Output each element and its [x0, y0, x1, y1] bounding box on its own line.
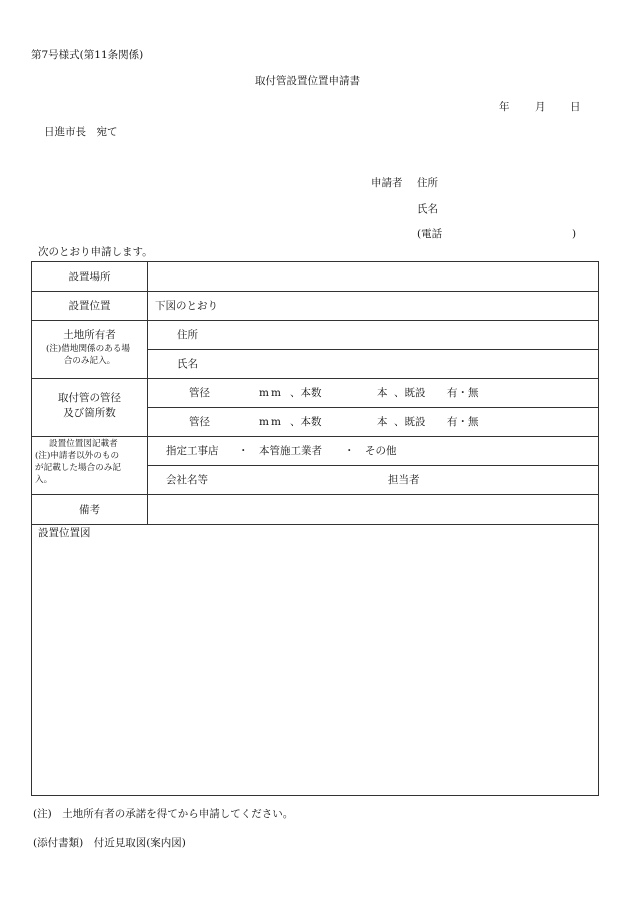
form-number: 第7号様式(第11条関係)	[31, 49, 144, 61]
pipe-row2-choice: 有・無	[447, 416, 479, 428]
row-divider	[32, 320, 598, 321]
applicant-phone-open: (電話	[417, 228, 443, 240]
location-label: 設置場所	[68, 271, 111, 283]
applicant-name-label: 氏名	[417, 203, 438, 215]
row-divider	[32, 291, 598, 292]
recorder-label-line3: が記載した場合のみ記	[35, 463, 121, 473]
recorder-label-line1: 設置位置図記載者	[49, 439, 118, 449]
date-day: 日	[570, 101, 581, 113]
row-divider	[147, 349, 598, 350]
pipe-label-line1: 取付管の管径	[58, 392, 121, 404]
recorder-option-other: その他	[365, 445, 397, 457]
row-divider	[32, 436, 598, 437]
recorder-option-separator: ・	[238, 445, 249, 457]
date-month: 月	[535, 101, 546, 113]
recorder-option-contractor: 指定工事店	[166, 445, 219, 457]
page-title: 取付管設置位置申請書	[255, 75, 360, 87]
owner-note-line2: 合のみ記入。	[63, 356, 116, 366]
row-divider	[32, 494, 598, 495]
position-value: 下図のとおり	[155, 300, 218, 312]
owner-address-label: 住所	[177, 329, 198, 341]
row-divider	[32, 378, 598, 379]
row-divider	[147, 465, 598, 466]
pipe-row2-diameter: 管径	[189, 416, 210, 428]
date-year: 年	[499, 101, 510, 113]
pipe-row1-choice: 有・無	[447, 387, 479, 399]
recorder-label-line4: 入。	[35, 475, 53, 485]
applicant-label: 申請者	[371, 177, 403, 189]
remarks-label: 備考	[79, 504, 100, 516]
pipe-label-line2: 及び箇所数	[63, 407, 116, 419]
pipe-row2-count-unit: 本	[377, 416, 388, 428]
recorder-option-separator: ・	[344, 445, 355, 457]
pipe-row1-count-unit: 本	[377, 387, 388, 399]
pipe-row1-unit: mm	[259, 387, 283, 399]
owner-title: 土地所有者	[63, 329, 116, 341]
pipe-row1-existing: 、既設	[394, 387, 426, 399]
column-divider	[147, 262, 148, 524]
pipe-row2-existing: 、既設	[394, 416, 426, 428]
attachments-text: (添付書類) 付近見取図(案内図)	[33, 837, 186, 849]
pipe-row2-count: 、本数	[290, 416, 322, 428]
position-label: 設置位置	[68, 300, 111, 312]
diagram-area[interactable]	[32, 525, 598, 795]
owner-name-label: 氏名	[177, 358, 198, 370]
applicant-address-label: 住所	[417, 177, 438, 189]
pipe-row2-unit: mm	[259, 416, 283, 428]
person-in-charge-label: 担当者	[388, 474, 420, 486]
application-form	[31, 261, 599, 796]
row-divider	[147, 407, 598, 408]
owner-note-line1: (注)借地関係のある場	[45, 344, 131, 354]
pipe-row1-diameter: 管径	[189, 387, 210, 399]
addressee: 日進市長 宛て	[44, 126, 118, 138]
recorder-option-main-pipe: 本管施工業者	[259, 445, 322, 457]
pipe-row1-count: 、本数	[290, 387, 322, 399]
applicant-phone-close: )	[572, 228, 577, 240]
recorder-label-line2: (注)申請者以外のもの	[35, 451, 120, 461]
company-label: 会社名等	[166, 474, 208, 486]
diagram-label: 設置位置図	[38, 527, 91, 539]
note-text: (注) 土地所有者の承諾を得てから申請してください。	[33, 808, 294, 820]
intro-text: 次のとおり申請します。	[38, 246, 153, 258]
